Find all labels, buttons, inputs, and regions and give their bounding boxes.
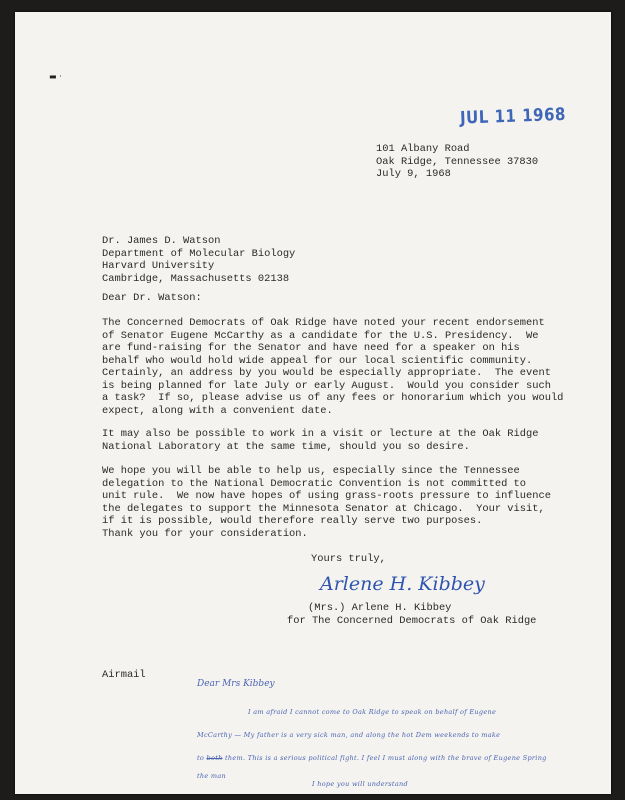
body-line: The Concerned Democrats of Oak Ridge have noted your recent endorsement: [102, 317, 545, 329]
recipient-line-2: Department of Molecular Biology: [102, 247, 296, 260]
body-line: the delegates to support the Minnesota Senator at Chicago. Your visit,: [102, 502, 545, 515]
signer-name: (Mrs.) Arlene H. Kibbey: [308, 602, 452, 614]
handwritten-greeting: Dear Mrs Kibbey: [197, 679, 275, 689]
body-line: of Senator Eugene McCarthy as a candidate for the U.S. Presidency. We: [102, 329, 539, 342]
closing: Yours truly,: [311, 553, 386, 565]
handwritten-word: them. This is a serious political fight. I feel I must along with the brave of Eugene Spring: [224, 754, 547, 762]
recipient-line-4: Cambridge, Massachusetts 02138: [102, 272, 290, 285]
page-mark: ▬ ·: [49, 72, 62, 81]
received-date-stamp: JUL 11 1968: [459, 103, 567, 129]
letter-date: July 9, 1968: [376, 168, 451, 180]
body-line: It may also be possible to work in a visit or lecture at the Oak Ridge: [102, 428, 539, 440]
handwritten-line: [197, 754, 547, 762]
body-line: delegation to the National Democratic Convention is not committed to: [102, 477, 527, 490]
thanks-line: Thank you for your consideration.: [102, 528, 308, 540]
handwritten-line: I am afraid I cannot come to Oak Ridge to speak on behalf of Eugene: [248, 708, 497, 716]
body-line: unit rule. We now have hopes of using grass-roots pressure to influence: [102, 490, 551, 502]
salutation: Dear Dr. Watson:: [102, 292, 202, 304]
handwritten-line: I hope you will understand: [312, 780, 408, 788]
body-line: Certainly, an address by you would be especially appropriate. The event: [102, 367, 551, 379]
body-line: is being planned for late July or early August. Would you consider such: [102, 379, 551, 392]
letter-page: [15, 12, 611, 794]
body-line: behalf who would hold wide appeal for our local scientific community.: [102, 354, 533, 367]
handwritten-line: McCarthy — My father is a very sick man, and along the hot Dem weekends to make: [197, 731, 501, 739]
sender-line-1: 101 Albany Road: [376, 143, 470, 155]
handwritten-line: the man: [197, 772, 227, 780]
signer-organization: for The Concerned Democrats of Oak Ridge: [287, 614, 537, 627]
body-line: National Laboratory at the same time, should you so desire.: [102, 440, 470, 453]
body-line: a task? If so, please advise us of any fees or honorarium which you would: [102, 392, 564, 404]
recipient-line-3: Harvard University: [102, 260, 215, 272]
handwritten-word: to: [197, 754, 205, 762]
body-line: if it is possible, would therefore really serve two purposes.: [102, 515, 483, 527]
body-line: We hope you will be able to help us, especially since the Tennessee: [102, 465, 520, 477]
recipient-line-1: Dr. James D. Watson: [102, 235, 221, 247]
struck-word: both: [206, 754, 223, 762]
sender-line-2: Oak Ridge, Tennessee 37830: [376, 155, 539, 168]
airmail-notation: Airmail: [102, 669, 146, 681]
handwritten-signature: Arlene H. Kibbey: [320, 573, 485, 595]
body-line: are fund-raising for the Senator and have need for a speaker on his: [102, 342, 520, 354]
body-line: expect, along with a convenient date.: [102, 404, 333, 417]
